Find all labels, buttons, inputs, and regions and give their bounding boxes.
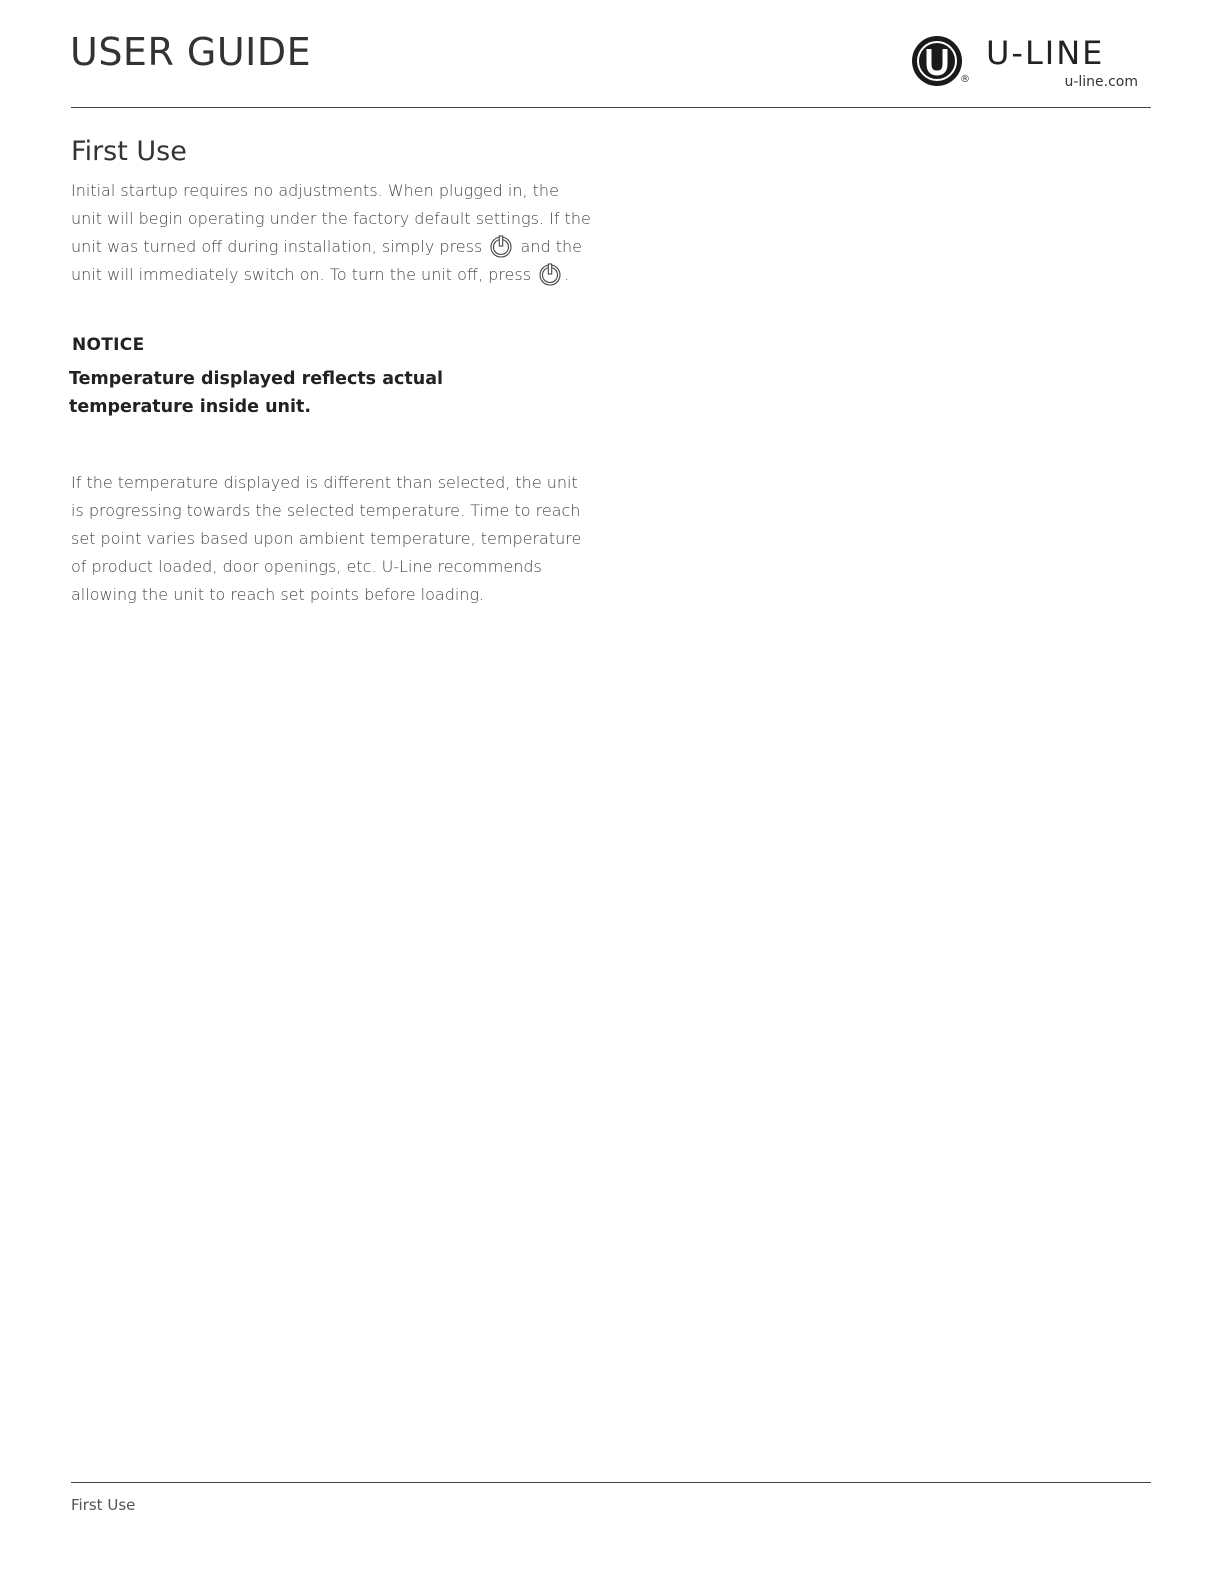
footer-divider xyxy=(71,1482,1151,1483)
footer-label: First Use xyxy=(71,1496,136,1514)
intro-text-2: and the unit will immediately switch on. To turn the unit off, press xyxy=(71,237,582,285)
notice-label: NOTICE xyxy=(72,335,145,356)
power-icon xyxy=(489,234,513,258)
brand-url: u-line.com xyxy=(1064,74,1138,90)
u-line-logo-icon xyxy=(910,34,966,90)
notice-block xyxy=(71,335,591,421)
header-divider xyxy=(71,107,1151,108)
power-icon xyxy=(538,262,562,286)
first-use-section xyxy=(71,134,591,609)
section-title: First Use xyxy=(71,136,187,167)
document-title: USER GUIDE xyxy=(70,30,312,74)
registered-mark: ® xyxy=(960,74,970,85)
body-paragraph: If the temperature displayed is different than selected, the unit is progressing towards the selected temperature. Time to reach set point varies based upon ambient temperature, temperature of product loaded, door openings, etc. U-Line recommends allowing the unit to reach set points before loading. xyxy=(71,473,582,605)
intro-text-1: Initial startup requires no adjustments. When plugged in, the unit will begin operating under the factory default settings. If the unit was turned off during installation, simply press xyxy=(71,181,591,257)
brand-wordmark: U-LINE xyxy=(986,34,1105,72)
intro-text-3: . xyxy=(564,265,570,285)
intro-paragraph xyxy=(71,177,591,289)
brand-logo xyxy=(910,30,1150,96)
notice-text: Temperature displayed reflects actual temperature inside unit. xyxy=(69,369,444,418)
